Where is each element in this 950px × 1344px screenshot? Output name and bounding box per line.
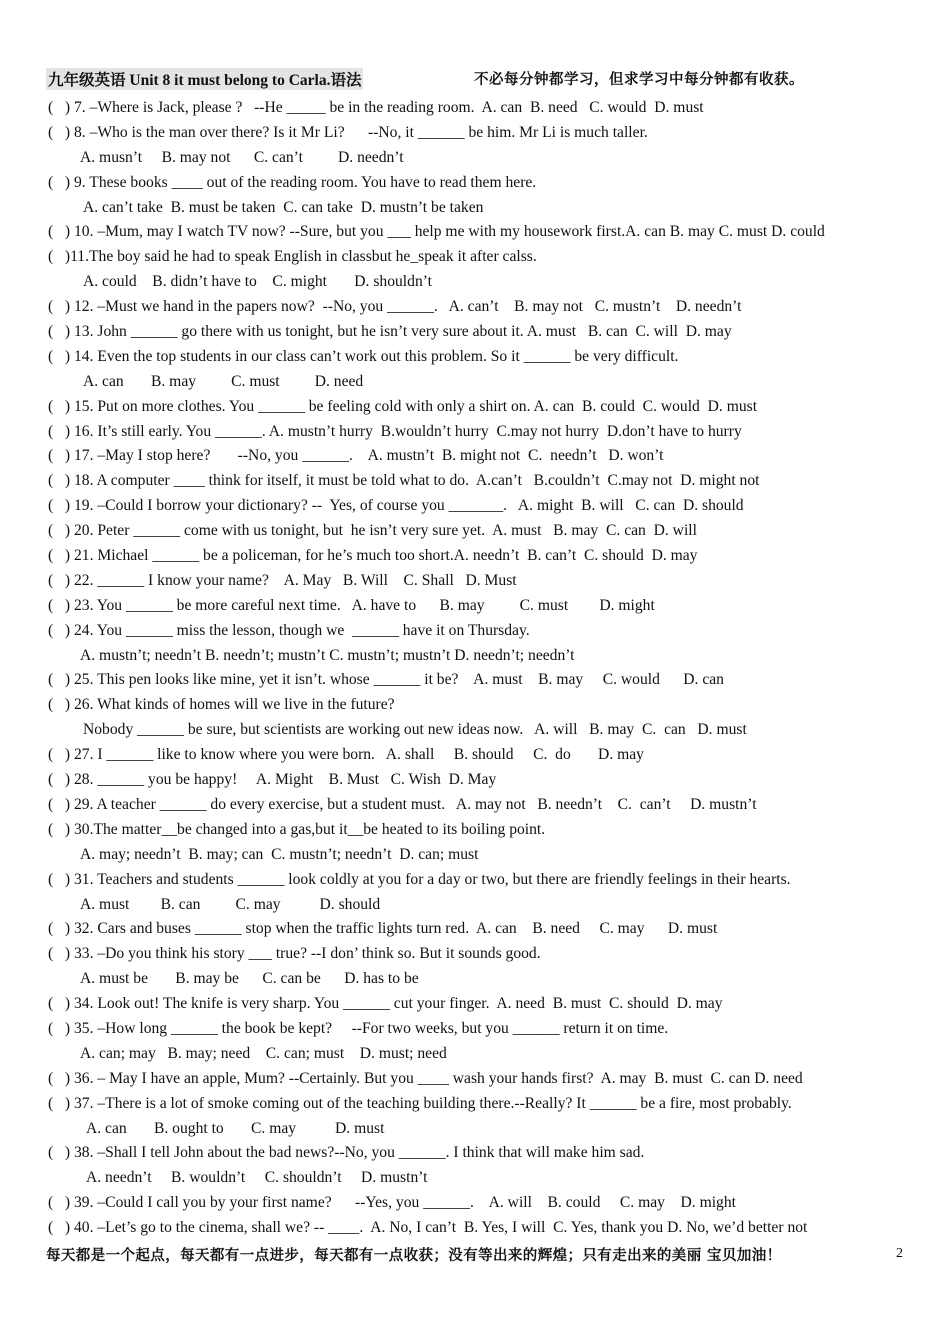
- question-line: ( ) 34. Look out! The knife is very sharp. You ______ cut your finger. A. need B. must C. should D. may: [48, 995, 723, 1013]
- question-line: ( ) 9. These books ____ out of the reading room. You have to read them here.: [48, 173, 537, 191]
- page-number: 2: [896, 1246, 903, 1261]
- question-line: ( )11.The boy said he had to speak English in classbut he_speak it after calss.: [48, 248, 537, 266]
- answer-options-line: A. can B. may C. must D. need: [83, 372, 364, 390]
- question-line: ( ) 21. Michael ______ be a policeman, for he’s much too short.A. needn’t B. can’t C. should D. may: [48, 547, 698, 565]
- worksheet-title: 九年级英语 Unit 8 it must belong to Carla.语法: [46, 68, 363, 90]
- question-line: ( ) 8. –Who is the man over there? Is it Mr Li? --No, it ______ be him. Mr Li is much taller.: [48, 123, 648, 141]
- question-line: ( ) 39. –Could I call you by your first name? --Yes, you ______. A. will B. could C. may D. might: [48, 1194, 736, 1212]
- question-line: ( ) 38. –Shall I tell John about the bad news?--No, you ______. I think that will make him sad.: [48, 1144, 645, 1162]
- question-line: ( ) 26. What kinds of homes will we live in the future?: [48, 696, 395, 714]
- question-line: ( ) 36. – May I have an apple, Mum? --Certainly. But you ____ wash your hands first? A. may B. must C. can D. need: [48, 1069, 803, 1087]
- question-line: ( ) 13. John ______ go there with us tonight, but he isn’t very sure about it. A. must B. can C. will D. may: [48, 323, 732, 341]
- question-line: ( ) 25. This pen looks like mine, yet it isn’t. whose ______ it be? A. must B. may C. would D. can: [48, 671, 724, 689]
- question-list: [48, 96, 918, 1241]
- question-line: ( ) 28. ______ you be happy! A. Might B. Must C. Wish D. May: [48, 771, 497, 789]
- answer-options-line: A. can B. ought to C. may D. must: [86, 1119, 385, 1137]
- answer-options-line: Nobody ______ be sure, but scientists are working out new ideas now. A. will B. may C. can D. must: [83, 721, 747, 739]
- question-line: ( ) 35. –How long ______ the book be kept? --For two weeks, but you ______ return it on time.: [48, 1019, 669, 1037]
- question-line: ( ) 37. –There is a lot of smoke coming out of the teaching building there.--Really? It ______ be a fire, most probably.: [48, 1094, 792, 1112]
- answer-options-line: A. may; needn’t B. may; can C. mustn’t; needn’t D. can; must: [80, 845, 479, 863]
- question-line: ( ) 31. Teachers and students ______ look coldly at you for a day or two, but there are friendly feelings in their hearts.: [48, 870, 791, 888]
- answer-options-line: A. mustn’t; needn’t B. needn’t; mustn’t C. mustn’t; mustn’t D. needn’t; needn’t: [80, 646, 575, 664]
- question-line: ( ) 16. It’s still early. You ______. A. mustn’t hurry B.wouldn’t hurry C.may not hurry D.don’t have to hurry: [48, 422, 742, 440]
- question-line: ( ) 23. You ______ be more careful next time. A. have to B. may C. must D. might: [48, 596, 655, 614]
- question-line: ( ) 12. –Must we hand in the papers now? --No, you ______. A. can’t B. may not C. mustn’t D. needn’t: [48, 298, 742, 316]
- answer-options-line: A. musn’t B. may not C. can’t D. needn’t: [80, 148, 404, 166]
- question-line: ( ) 17. –May I stop here? --No, you ______. A. mustn’t B. might not C. needn’t D. won’t: [48, 447, 664, 465]
- question-line: ( ) 20. Peter ______ come with us tonight, but he isn’t very sure yet. A. must B. may C. can D. will: [48, 522, 697, 540]
- question-line: ( ) 19. –Could I borrow your dictionary? -- Yes, of course you _______. A. might B. will C. can D. should: [48, 497, 744, 515]
- page-header: [46, 66, 906, 90]
- question-line: ( ) 40. –Let’s go to the cinema, shall we? -- ____. A. No, I can’t B. Yes, I will C. Yes, thank you D. No, we’d better not: [48, 1219, 808, 1237]
- question-line: ( ) 33. –Do you think his story ___ true? --I don’ think so. But it sounds good.: [48, 945, 541, 963]
- question-line: ( ) 18. A computer ____ think for itself, it must be told what to do. A.can’t B.couldn’t C.may not D. might not: [48, 472, 760, 490]
- question-line: ( ) 32. Cars and buses ______ stop when the traffic lights turn red. A. can B. need C. may D. must: [48, 920, 718, 938]
- question-line: ( ) 22. ______ I know your name? A. May B. Will C. Shall D. Must: [48, 571, 517, 589]
- answer-options-line: A. can; may B. may; need C. can; must D. must; need: [80, 1044, 447, 1062]
- answer-options-line: A. needn’t B. wouldn’t C. shouldn’t D. mustn’t: [86, 1169, 428, 1187]
- question-line: ( ) 30.The matter__be changed into a gas,but it__be heated to its boiling point.: [48, 820, 546, 838]
- question-line: ( ) 29. A teacher ______ do every exercise, but a student must. A. may not B. needn’t C. can’t D. mustn’t: [48, 795, 757, 813]
- footer-motto: 每天都是一个起点，每天都有一点进步，每天都有一点收获；没有等出来的辉煌；只有走出来的美丽 宝贝加油！: [46, 1248, 782, 1264]
- question-line: ( ) 24. You ______ miss the lesson, though we ______ have it on Thursday.: [48, 621, 530, 639]
- question-line: ( ) 27. I ______ like to know where you were born. A. shall B. should C. do D. may: [48, 746, 644, 764]
- question-line: ( ) 15. Put on more clothes. You ______ be feeling cold with only a shirt on. A. can B. could C. would D. must: [48, 397, 758, 415]
- header-motto: 不必每分钟都学习，但求学习中每分钟都有收获。: [474, 72, 804, 88]
- question-line: ( ) 10. –Mum, may I watch TV now? --Sure, but you ___ help me with my housework first.A. can B. may C. must D. could: [48, 223, 825, 241]
- answer-options-line: A. must be B. may be C. can be D. has to be: [80, 970, 419, 988]
- answer-options-line: A. can’t take B. must be taken C. can take D. mustn’t be taken: [83, 198, 484, 216]
- answer-options-line: A. could B. didn’t have to C. might D. shouldn’t: [83, 273, 432, 291]
- answer-options-line: A. must B. can C. may D. should: [80, 895, 381, 913]
- question-line: ( ) 7. –Where is Jack, please ? --He _____ be in the reading room. A. can B. need C. would D. must: [48, 99, 704, 116]
- question-line: ( ) 14. Even the top students in our class can’t work out this problem. So it ______ be very difficult.: [48, 347, 679, 365]
